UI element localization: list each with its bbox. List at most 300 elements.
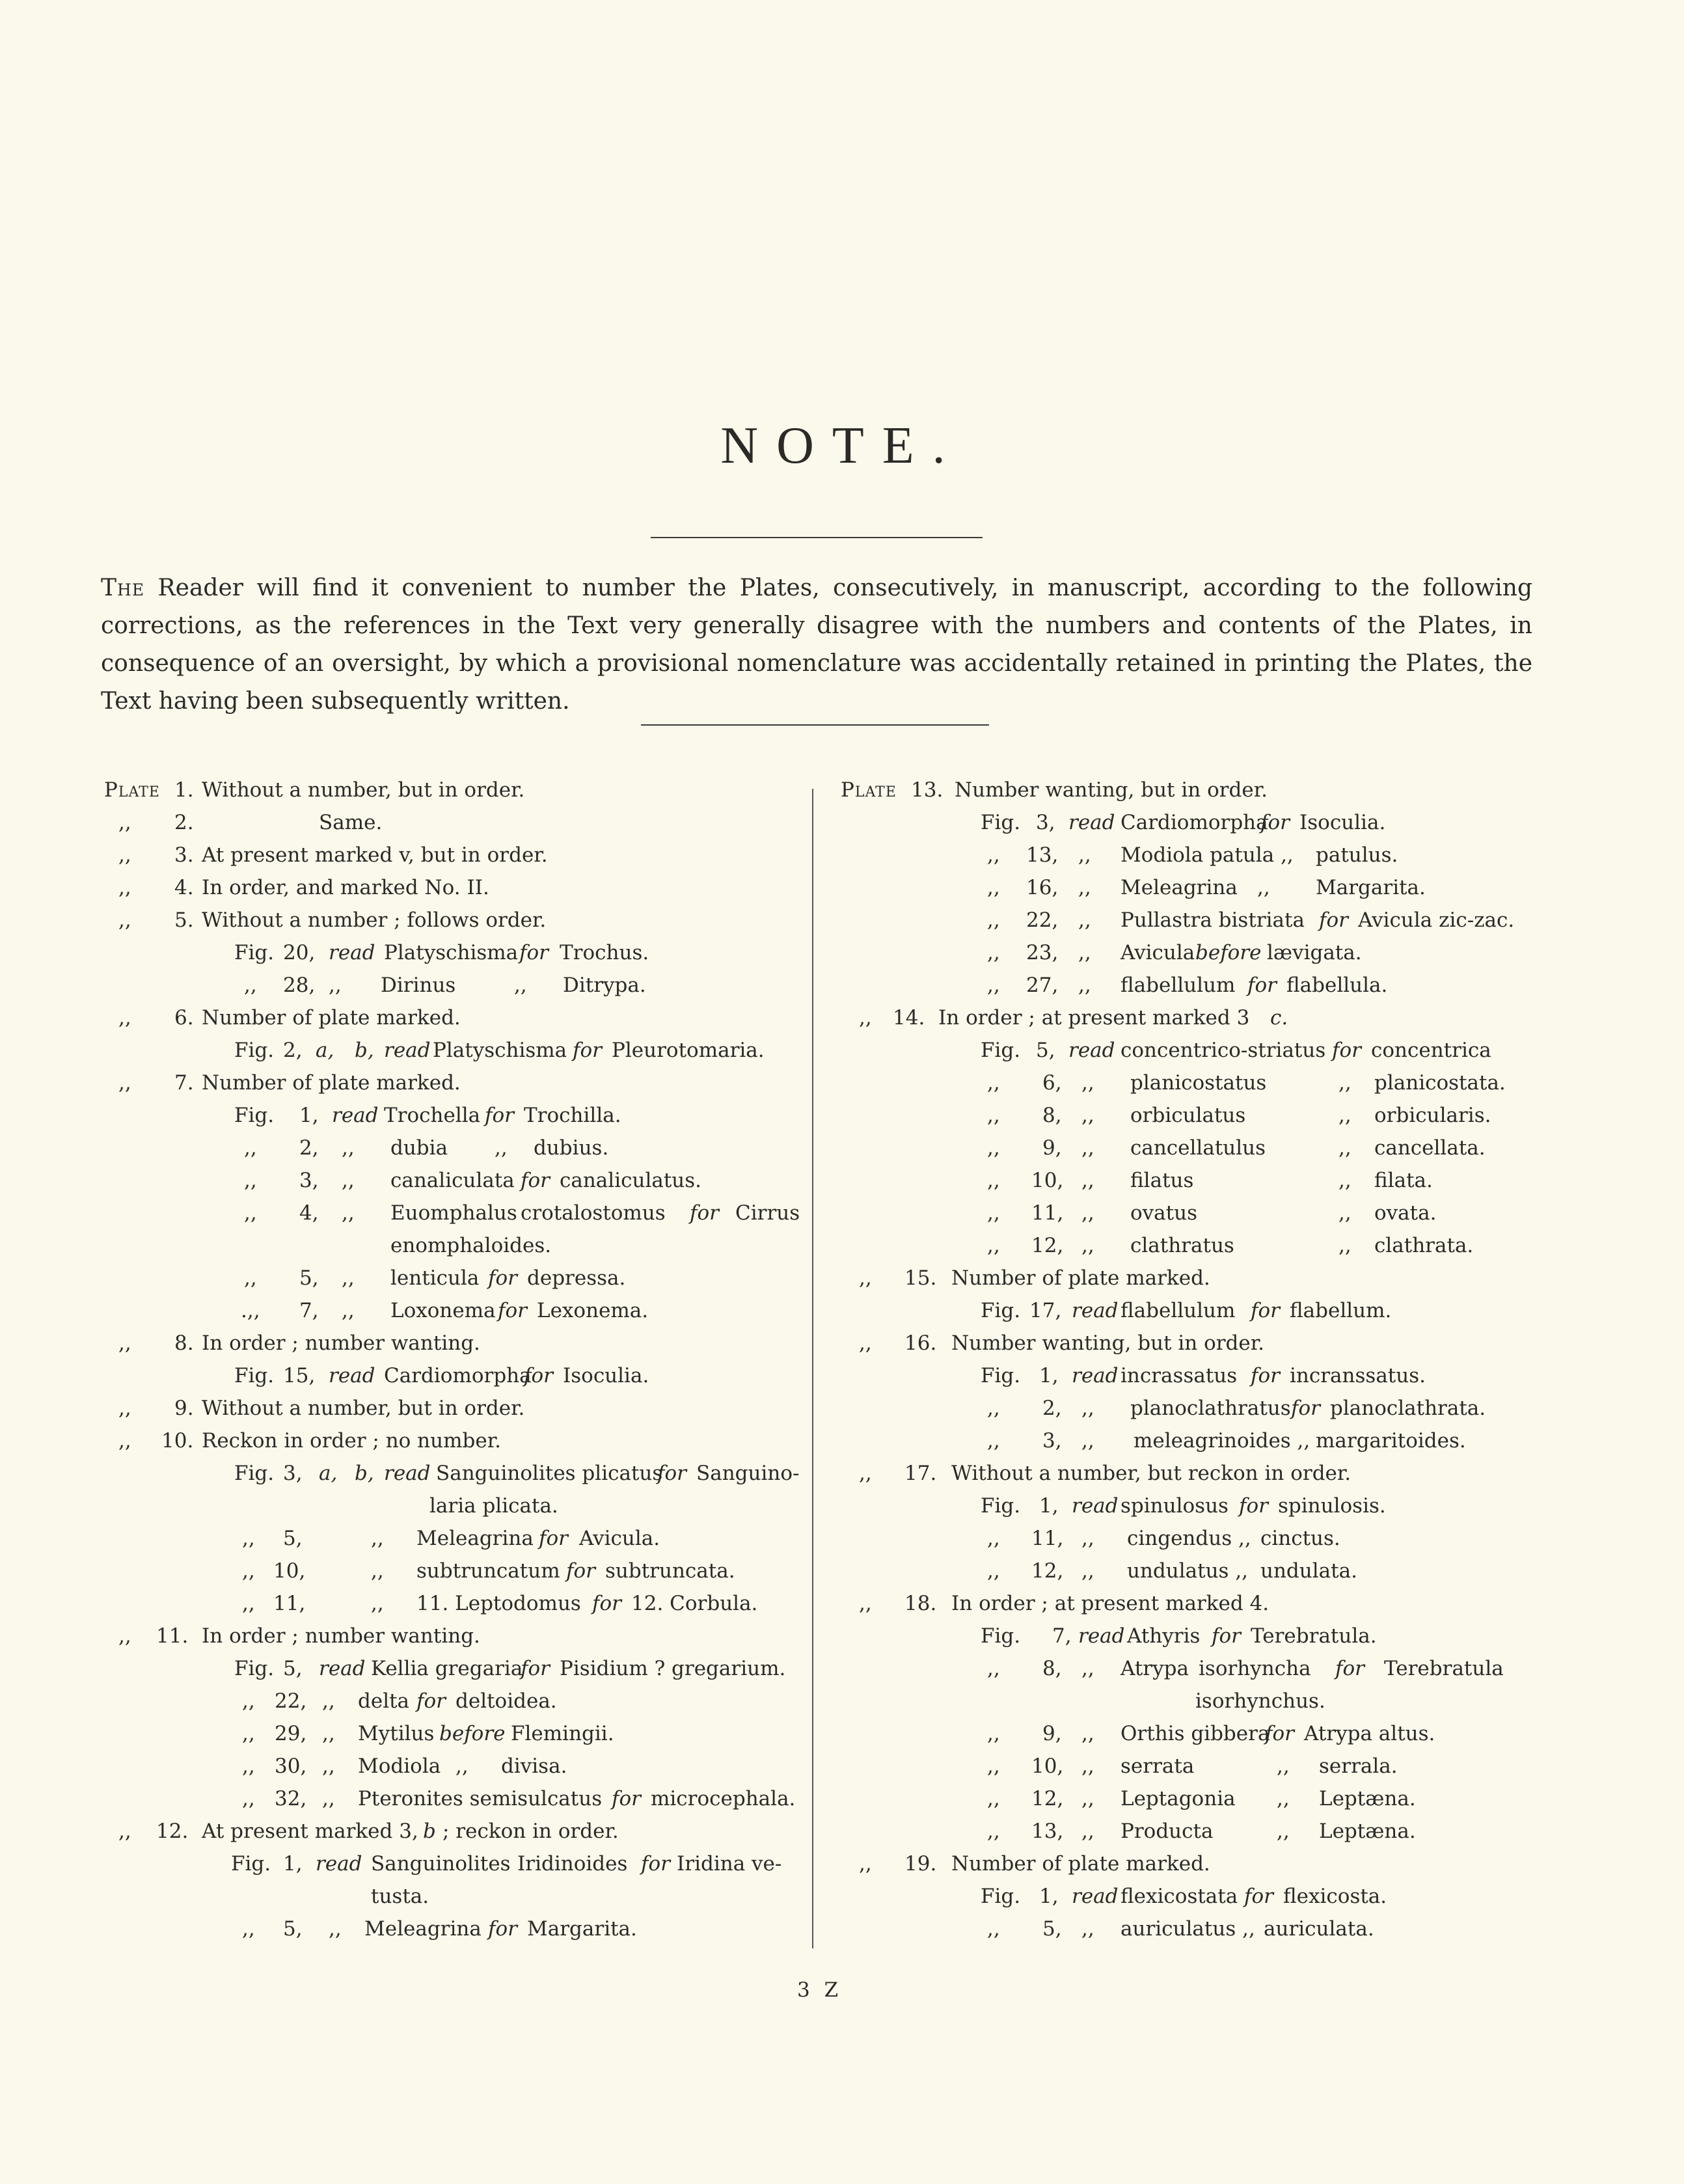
corrigendum-line [841,843,1550,876]
line-segment: ,, [322,1787,335,1810]
corrigendum-line [841,1039,1550,1071]
line-segment: ,, [987,1754,1000,1778]
line-segment: margaritoides. [1316,1429,1466,1453]
line-segment: 29, [275,1722,307,1745]
page-title: NOTE. [720,417,964,474]
corrigendum-line [841,1917,1550,1950]
line-segment: for [1244,1885,1273,1908]
line-segment: Isoculia. [1299,811,1386,834]
line-segment: ,, [342,1266,355,1290]
corrigendum-line [104,811,807,843]
line-segment: 16. [904,1331,937,1355]
line-segment: Avicula zic-zac. [1358,908,1515,932]
corrigendum-line [841,876,1550,908]
line-segment: read [1072,1364,1119,1387]
line-segment: Number wanting, but in order. [951,1331,1265,1355]
corrigendum-line [841,1397,1550,1429]
line-segment: ,, [987,1136,1000,1160]
line-segment: 9, [1042,1136,1062,1160]
line-segment: read [384,1039,431,1062]
line-segment: 10. [161,1429,194,1453]
corrigendum-line [841,1299,1550,1331]
line-segment: ,, [859,1592,872,1615]
line-segment: ,, [242,1592,255,1615]
corrigendum-line [104,1234,807,1266]
line-segment: deltoidea. [455,1689,557,1713]
line-segment: for [1251,1299,1280,1322]
corrigendum-line [104,1299,807,1331]
line-segment: 12, [1031,1559,1064,1583]
line-segment: ; reckon in order. [442,1820,619,1843]
line-segment: ,, [242,1754,255,1778]
line-segment: meleagrinoides ,, [1134,1429,1311,1453]
line-segment: ,, [987,1657,1000,1680]
line-segment: for [488,1266,517,1290]
line-segment: dubia [390,1136,448,1160]
corrigendum-line [841,811,1550,843]
line-segment: for [1319,908,1348,932]
line-segment: read [1068,811,1115,834]
line-segment: ,, [987,1071,1000,1095]
corrigendum-line [841,1527,1550,1559]
corrigendum-line [841,1104,1550,1136]
corrigendum-line [841,1006,1550,1039]
line-segment: Without a number ; follows order. [202,908,547,932]
line-segment: Sanguinolites [371,1852,511,1876]
line-segment: ,, [1078,843,1091,867]
line-segment: 11. Leptodomus [416,1592,581,1615]
line-segment: 2, [299,1136,319,1160]
corrigendum-line [104,1494,807,1527]
corrigendum-line [104,1039,807,1071]
line-segment: 27, [1026,974,1059,997]
line-segment: cingendus ,, [1127,1527,1251,1550]
line-segment: ,, [987,1234,1000,1257]
line-segment: ,, [342,1136,355,1160]
line-segment: 22, [1026,908,1059,932]
line-segment: ,, [495,1136,508,1160]
line-segment: ,, [242,1917,255,1941]
corrigendum-line [841,1169,1550,1201]
line-segment: ,, [1081,1234,1094,1257]
line-segment: 10, [1031,1169,1064,1192]
line-segment: Isoculia. [563,1364,649,1387]
line-segment: before [439,1722,506,1745]
corrigendum-line [841,1787,1550,1820]
corrigendum-line [104,778,807,811]
corrigendum-line [841,1754,1550,1787]
line-segment: read [1078,1624,1125,1648]
left-column [104,778,807,1950]
line-segment: 7, [299,1299,319,1322]
line-segment: ,, [987,1104,1000,1127]
line-segment: for [1251,1364,1280,1387]
line-segment: read [1068,1039,1115,1062]
line-segment: depressa. [527,1266,626,1290]
line-segment: subtruncatum [416,1559,560,1583]
line-segment: Reckon in order ; no number. [202,1429,501,1453]
line-segment: 9, [1042,1722,1062,1745]
line-segment: Pullastra bistriata [1120,908,1305,932]
line-segment: 2, [1042,1397,1062,1420]
corrigendum-line [841,1624,1550,1657]
line-segment: orbicularis. [1374,1104,1491,1127]
line-segment: ,, [118,1397,131,1420]
line-segment: Cirrus [735,1201,800,1225]
line-segment: for [657,1462,686,1485]
line-segment: auriculata. [1264,1917,1374,1941]
line-segment: Producta [1120,1820,1214,1843]
line-segment: ,, [118,1071,131,1095]
line-segment: Fig. [981,1885,1021,1908]
line-segment: 5, [283,1657,303,1680]
line-segment: ,, [1277,1787,1290,1810]
line-segment: ,, [118,1624,131,1648]
line-segment: for [690,1201,719,1225]
line-segment: ,, [859,1006,872,1030]
line-segment: 10, [273,1559,306,1583]
line-segment: Mytilus [358,1722,435,1745]
line-segment: ,, [1081,1787,1094,1810]
line-segment: delta [358,1689,410,1713]
line-segment: Without a number, but in order. [202,778,525,802]
line-segment: read [384,1462,431,1485]
line-segment: 22, [275,1689,307,1713]
line-segment: 1, [1039,1494,1059,1518]
line-segment: Terebratula. [1251,1624,1377,1648]
line-segment: Fig. [981,1494,1021,1518]
line-segment: ,, [242,1689,255,1713]
line-segment: ,, [242,1559,255,1583]
line-segment: ,, [1081,1136,1094,1160]
corrigendum-line [841,1364,1550,1397]
line-segment: Modiola patula ,, [1120,843,1294,867]
line-segment: ,, [1081,1722,1094,1745]
line-segment: canaliculata [390,1169,515,1192]
corrigendum-line [841,908,1550,941]
line-segment: for [612,1787,641,1810]
line-segment: incranssatus. [1290,1364,1426,1387]
line-segment: Lexonema. [537,1299,649,1322]
line-segment: clathratus [1130,1234,1234,1257]
corrigendum-line [104,1885,807,1917]
line-segment: for [566,1559,595,1583]
line-segment: for [485,1104,514,1127]
line-segment: ,, [371,1592,384,1615]
corrigendum-line [841,1234,1550,1266]
line-segment: for [521,1169,550,1192]
line-segment: ,, [118,1820,131,1843]
line-segment: ,, [1338,1169,1351,1192]
line-segment: for [573,1039,602,1062]
corrigendum-line [104,1364,807,1397]
line-segment: serrata [1120,1754,1195,1778]
line-segment: for [641,1852,670,1876]
line-segment: Margarita. [1316,876,1426,899]
line-segment: spinulosus [1120,1494,1229,1518]
line-segment: 14. [893,1006,925,1030]
corrigendum-line [841,778,1550,811]
line-segment: ,, [859,1852,872,1876]
line-segment: for [1247,974,1277,997]
corrigendum-line [104,876,807,908]
line-segment: 4, [299,1201,319,1225]
line-segment: for [539,1527,568,1550]
line-segment: ,, [1081,1754,1094,1778]
line-segment: cinctus. [1260,1527,1340,1550]
line-segment: Fig. [234,1039,275,1062]
line-segment: ,, [1081,1657,1094,1680]
line-segment: 7. [174,1071,194,1095]
line-segment: read [332,1104,379,1127]
line-segment: concentrica [1371,1039,1491,1062]
line-segment: for [1265,1722,1294,1745]
line-segment: Pisidium ? gregarium. [560,1657,786,1680]
line-segment: .,, [241,1299,260,1322]
line-segment: c. [1270,1006,1288,1030]
line-segment: tusta. [371,1885,429,1908]
line-segment: read [329,941,375,964]
line-segment: 16, [1026,876,1059,899]
line-segment: ,, [371,1559,384,1583]
line-segment: Leptæna. [1319,1820,1416,1843]
line-segment: ovata. [1374,1201,1437,1225]
line-segment: 12. Corbula. [631,1592,758,1615]
line-segment: ,, [1078,941,1091,964]
corrigendum-line [104,1071,807,1104]
line-segment: filatus [1130,1169,1194,1192]
line-segment: 7, [1052,1624,1072,1648]
line-segment: In order ; number wanting. [202,1331,480,1355]
line-segment: ,, [1081,1201,1094,1225]
line-segment: ,, [118,811,131,834]
line-segment: flabellum. [1290,1299,1392,1322]
line-segment: 5, [283,1527,303,1550]
line-segment: 11. [156,1624,189,1648]
line-segment: Number of plate marked. [951,1852,1210,1876]
line-segment: ,, [118,1331,131,1355]
line-segment: read [319,1657,366,1680]
line-segment: Meleagrina [1120,876,1238,899]
line-segment: 1. [174,778,194,802]
corrigendum-line [104,1201,807,1234]
line-segment: In order ; at present marked 4. [951,1592,1270,1615]
line-segment: incrassatus [1120,1364,1238,1387]
line-segment: Euomphalus [390,1201,517,1225]
line-segment: divisa. [501,1754,567,1778]
corrigendum-line [841,1885,1550,1917]
line-segment: Pleurotomaria. [612,1039,765,1062]
line-segment: ,, [1081,1169,1094,1192]
line-segment: dubius. [534,1136,609,1160]
corrigendum-line [104,1722,807,1754]
line-segment: 3, [1042,1429,1062,1453]
line-segment: 5, [283,1917,303,1941]
line-segment: cancellatulus [1130,1136,1266,1160]
line-segment: Plate [104,778,160,802]
line-segment: Fig. [234,1104,275,1127]
line-segment: 8. [174,1331,194,1355]
line-segment: Cardiomorpha [384,1364,532,1387]
line-segment: ,, [1081,1917,1094,1941]
line-segment: ,, [987,974,1000,997]
line-segment: auriculatus ,, [1120,1917,1255,1941]
line-segment: spinulosis. [1278,1494,1386,1518]
line-segment: ,, [514,974,527,997]
line-segment: ,, [987,908,1000,932]
line-segment: Meleagrina [364,1917,482,1941]
line-segment: ,, [371,1527,384,1550]
line-segment: ,, [244,1136,257,1160]
line-segment: flabellula. [1286,974,1388,997]
line-segment: 5, [299,1266,319,1290]
line-segment: ,, [1078,908,1091,932]
corrigendum-line [841,1689,1550,1722]
corrigendum-line [104,1104,807,1136]
line-segment: filata. [1374,1169,1433,1192]
line-segment: 12, [1031,1787,1064,1810]
line-segment: microcephala. [651,1787,796,1810]
line-segment: ovatus [1130,1201,1197,1225]
line-segment: ,, [1338,1234,1351,1257]
intro-text: Reader will find it convenient to number the Plates, consecutively, in manuscript, according to the following corrections, as the references in the Text very generally disagree with the numbers and contents of the Plates, in consequence of an oversight, by which a provisional nomenclature was accidentally retained in printing the Plates, the Text having been subsequently written. [101,575,1532,715]
line-segment: flabellulum [1120,1299,1236,1322]
line-segment: Fig. [234,1657,275,1680]
corrigendum-line [104,1006,807,1039]
line-segment: ,, [1338,1071,1351,1095]
line-segment: Leptagonia [1120,1787,1236,1810]
line-segment: concentrico-striatus [1120,1039,1326,1062]
corrigendum-line [104,1266,807,1299]
line-segment: 2. [174,811,194,834]
line-segment: Meleagrina [416,1527,534,1550]
line-segment: 8, [1042,1104,1062,1127]
corrigendum-line [104,1592,807,1624]
line-segment: Fig. [231,1852,271,1876]
line-segment: 18. [904,1592,937,1615]
line-segment: 2, [283,1039,303,1062]
line-segment: ,, [1081,1397,1094,1420]
line-segment: 20, [283,941,316,964]
line-segment: ,, [1081,1559,1094,1583]
line-segment: ,, [342,1201,355,1225]
line-segment: 11, [273,1592,306,1615]
line-segment: ,, [1257,876,1270,899]
line-segment: read [329,1364,375,1387]
line-segment: 12, [1031,1234,1064,1257]
corrigendum-line [841,1592,1550,1624]
line-segment: for [498,1299,527,1322]
line-segment: 6, [1042,1071,1062,1095]
line-segment: 32, [275,1787,307,1810]
line-segment: Number wanting, but in order. [955,778,1268,802]
line-segment: 10, [1031,1754,1064,1778]
line-segment: 30, [275,1754,307,1778]
line-segment: ,, [1081,1429,1094,1453]
line-segment: ,, [242,1787,255,1810]
corrigendum-line [104,1397,807,1429]
line-segment: ,, [342,1169,355,1192]
line-segment: ,, [244,1169,257,1192]
line-segment: Sanguinolites plicatus [436,1462,663,1485]
line-segment: ,, [859,1462,872,1485]
line-segment: Athyris [1127,1624,1201,1648]
line-segment: ,, [244,1266,257,1290]
corrigendum-line [104,1852,807,1885]
line-segment: flabellulum [1120,974,1236,997]
line-segment: ,, [1338,1136,1351,1160]
line-segment: ,, [859,1266,872,1290]
line-segment: ,, [1081,1104,1094,1127]
corrigendum-line [841,1852,1550,1885]
line-segment: for [488,1917,517,1941]
line-segment: for [524,1364,553,1387]
intro-lead-word: The [101,575,145,601]
corrigendum-line [104,1462,807,1494]
line-segment: Without a number, but reckon in order. [951,1462,1351,1485]
line-segment: planoclathrata. [1330,1397,1486,1420]
line-segment: At present marked 3, [202,1820,418,1843]
line-segment: ,, [1277,1820,1290,1843]
line-segment: lenticula [390,1266,480,1290]
line-segment: ,, [1338,1104,1351,1127]
line-segment: ,, [1081,1527,1094,1550]
corrigendum-line [841,1071,1550,1104]
line-segment: ,, [118,843,131,867]
line-segment: 17, [1029,1299,1062,1322]
line-segment: ,, [1081,1820,1094,1843]
line-segment: In order ; at present marked 3 [938,1006,1250,1030]
line-segment: ,, [987,876,1000,899]
folio-signature: 3 Z [797,1978,843,2002]
line-segment: 1, [283,1852,303,1876]
line-segment: before [1195,941,1262,964]
line-segment: Trochella [384,1104,481,1127]
line-segment: Flemingii. [511,1722,614,1745]
corrigendum-line [104,1917,807,1950]
line-segment: ,, [118,1006,131,1030]
line-segment: Sanguino- [696,1462,800,1485]
right-column [841,778,1550,1950]
line-segment: ,, [987,1397,1000,1420]
line-segment: patulus. [1316,843,1398,867]
line-segment: 17. [904,1462,937,1485]
line-segment: ,, [987,1169,1000,1192]
line-segment: b [423,1820,436,1843]
line-segment: undulata. [1260,1559,1357,1583]
line-segment: ,, [859,1331,872,1355]
column-divider [812,789,813,1948]
line-segment: a, [319,1462,338,1485]
line-segment: In order, and marked No. II. [202,876,489,899]
line-segment: read [1072,1299,1119,1322]
line-segment: ,, [987,1201,1000,1225]
corrigendum-line [104,1527,807,1559]
line-segment: ,, [322,1754,335,1778]
line-segment: 15. [904,1266,937,1290]
line-segment: for [1291,1397,1320,1420]
line-segment: laria plicata. [429,1494,558,1518]
line-segment: ,, [118,908,131,932]
line-segment: Trochus. [560,941,649,964]
line-segment: 19. [904,1852,937,1876]
corrigendum-line [104,1136,807,1169]
line-segment: planoclathratus [1130,1397,1291,1420]
line-segment: 13, [1026,843,1059,867]
line-segment: ,, [987,941,1000,964]
corrigendum-line [841,1820,1550,1852]
line-segment: read [1072,1885,1119,1908]
